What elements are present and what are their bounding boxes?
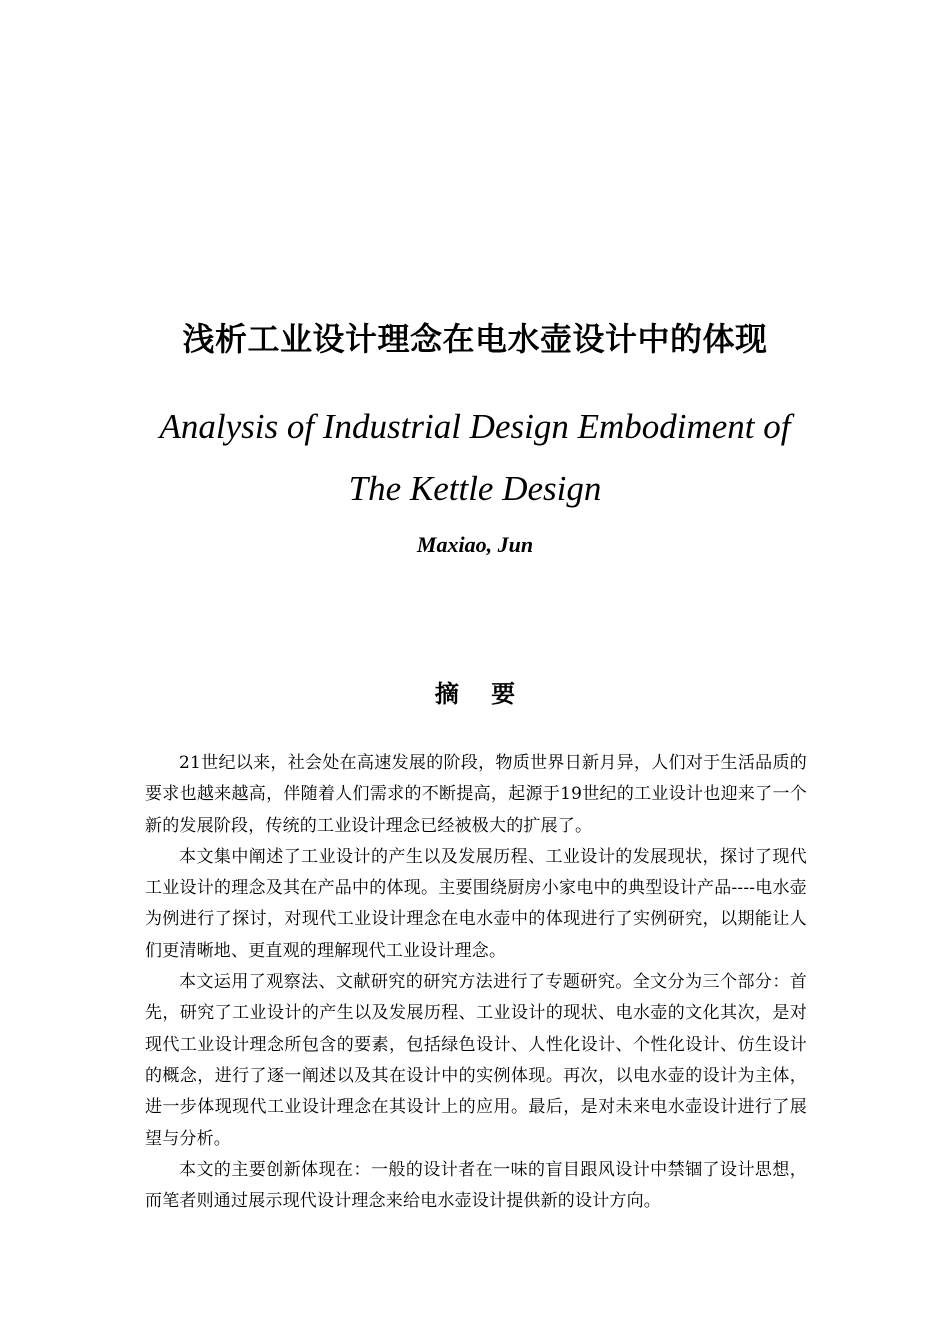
abstract-paragraph-1: 21世纪以来，社会处在高速发展的阶段，物质世界日新月异，人们对于生活品质的要求也越来越高，伴随着人们需求的不断提高，起源于19世纪的工业设计也迎来了一个新的发展阶段，传统的工业设计理念已经被极大的扩展了。 <box>145 753 807 836</box>
author-name: Maxiao, Jun <box>416 532 534 557</box>
english-title <box>0 396 950 520</box>
abstract-paragraph-3: 本文运用了观察法、文献研究的研究方法进行了专题研究。全文分为三个部分：首先，研究了工业设计的产生以及发展历程、工业设计的现状、电水壶的文化其次，是对现代工业设计理念所包含的要素，包括绿色设计、人性化设计、个性化设计、仿生设计的概念，进行了逐一阐述以及其在设计中的实例体现。再次，以电水壶的设计为主体，进一步体现现代工业设计理念在其设计上的应用。最后，是对未来电水壶设计进行了展望与分析。 <box>145 972 807 1149</box>
english-title-line-2: The Kettle Design <box>348 469 602 508</box>
abstract-body <box>145 748 807 1217</box>
english-title-line-1: Analysis of Industrial Design Embodiment of <box>159 407 791 446</box>
abstract-heading: 摘 要 <box>434 679 528 708</box>
abstract-paragraph-4: 本文的主要创新体现在：一般的设计者在一味的盲目跟风设计中禁锢了设计思想，而笔者则通过展示现代设计理念来给电水壶设计提供新的设计方向。 <box>145 1159 807 1212</box>
chinese-title: 浅析工业设计理念在电水壶设计中的体现 <box>182 320 768 358</box>
abstract-paragraph-2: 本文集中阐述了工业设计的产生以及发展历程、工业设计的发展现状，探讨了现代工业设计的理念及其在产品中的体现。主要围绕厨房小家电中的典型设计产品----电水壶为例进行了探讨，对现代工业设计理念在电水壶中的体现进行了实例研究，以期能让人们更清晰地、更直观的理解现代工业设计理念。 <box>145 846 807 961</box>
